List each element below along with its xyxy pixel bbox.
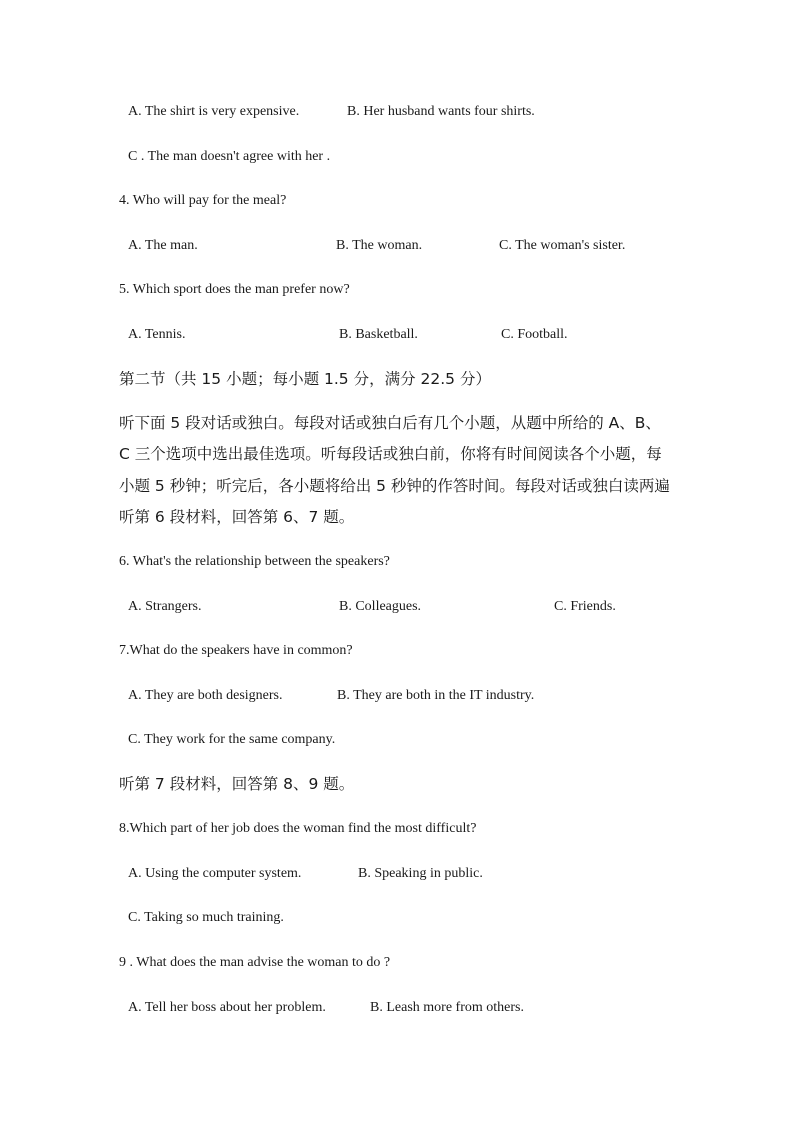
passage6-intro: 听第 6 段材料，回答第 6、7 题。 [119, 508, 355, 526]
q5-option-b: B. Basketball. [339, 327, 418, 342]
section2-instruction-line-2: C 三个选项中选出最佳选项。听每段话或独白前，你将有时间阅读各个小题，每 [119, 445, 662, 463]
q8-question: 8.Which part of her job does the woman find the most difficult? [119, 821, 477, 836]
q4-option-a: A. The man. [128, 238, 198, 253]
passage7-intro: 听第 7 段材料，回答第 8、9 题。 [119, 775, 355, 793]
q9-question: 9 . What does the man advise the woman to do ? [119, 955, 391, 970]
q5-question: 5. Which sport does the man prefer now? [119, 282, 350, 297]
section2-heading: 第二节（共 15 小题；每小题 1.5 分，满分 22.5 分） [119, 370, 491, 388]
q4-option-b: B. The woman. [336, 238, 423, 253]
q6-option-a: A. Strangers. [128, 599, 202, 614]
q8-option-b: B. Speaking in public. [358, 866, 483, 881]
q7-option-c: C. They work for the same company. [128, 732, 336, 747]
q3-option-c: C . The man doesn't agree with her . [128, 149, 331, 164]
q4-question: 4. Who will pay for the meal? [119, 193, 287, 208]
q8-option-a: A. Using the computer system. [128, 866, 302, 881]
q7-option-b: B. They are both in the IT industry. [337, 688, 535, 703]
q3-option-b: B. Her husband wants four shirts. [347, 104, 535, 119]
q6-option-c: C. Friends. [554, 599, 616, 614]
q6-question: 6. What's the relationship between the speakers? [119, 554, 390, 569]
q8-option-c: C. Taking so much training. [128, 910, 284, 925]
q9-option-a: A. Tell her boss about her problem. [128, 1000, 326, 1015]
q5-option-a: A. Tennis. [128, 327, 186, 342]
q7-option-a: A. They are both designers. [128, 688, 283, 703]
q5-option-c: C. Football. [501, 327, 568, 342]
section2-instruction-line-1: 听下面 5 段对话或独白。每段对话或独白后有几个小题，从题中所给的 A、B、 [119, 414, 661, 432]
q6-option-b: B. Colleagues. [339, 599, 422, 614]
q4-option-c: C. The woman's sister. [499, 238, 626, 253]
q9-option-b: B. Leash more from others. [370, 1000, 524, 1015]
section2-instruction-line-3: 小题 5 秒钟；听完后，各小题将给出 5 秒钟的作答时间。每段对话或独白读两遍 [119, 477, 670, 495]
q3-option-a: A. The shirt is very expensive. [128, 104, 300, 119]
q7-question: 7.What do the speakers have in common? [119, 643, 353, 658]
